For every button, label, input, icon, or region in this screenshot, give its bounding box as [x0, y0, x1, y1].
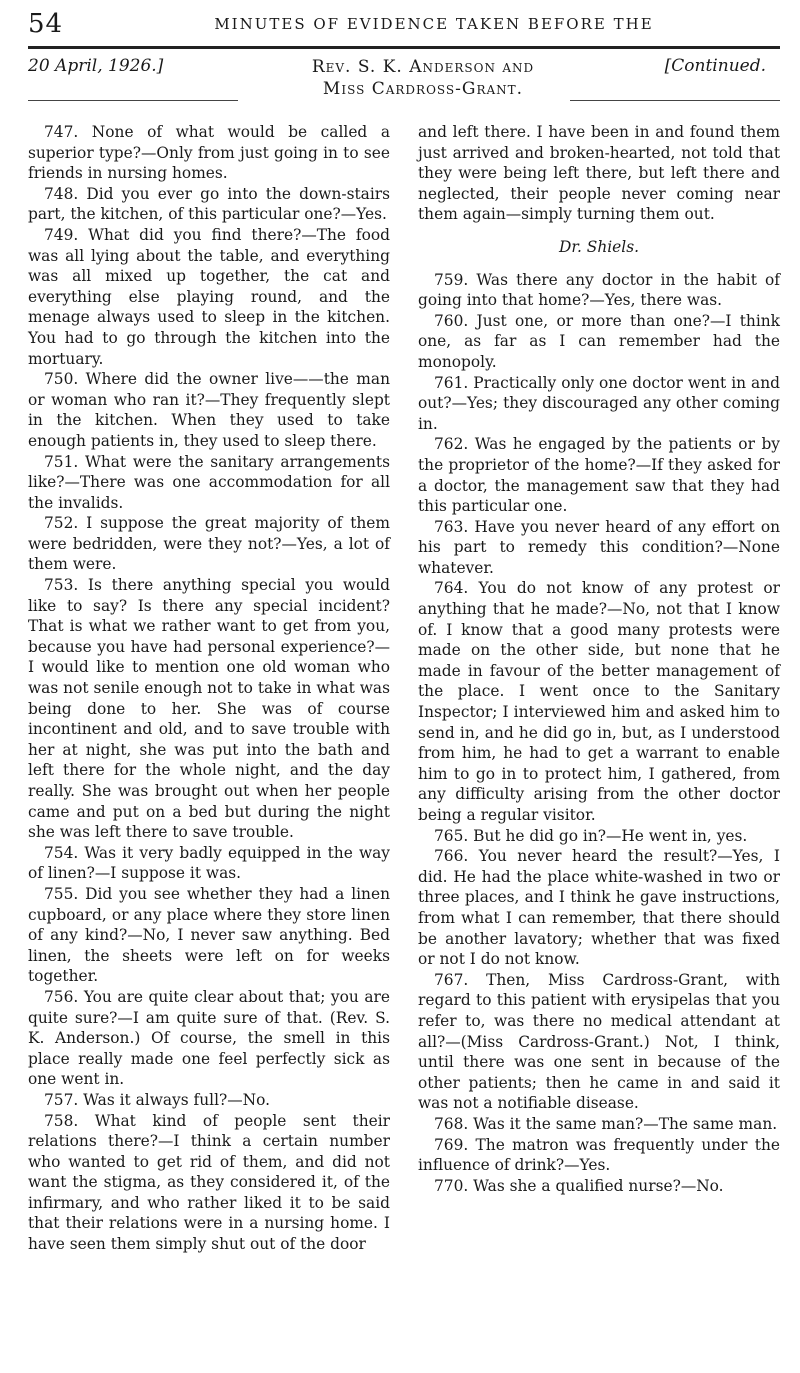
sub-header-rule-left	[28, 100, 238, 101]
running-head: MINUTES OF EVIDENCE TAKEN BEFORE THE	[214, 15, 654, 33]
text-columns	[28, 122, 780, 1362]
paragraph: 766. You never heard the result?—Yes, I did. He had the place white-washed in two or three places, and I think he gave instructions, from what I can remember, that there should be another lavatory; whether that was fixed or not I do not know.	[418, 847, 780, 969]
left-column	[28, 122, 390, 1362]
sitting-date: 20 April, 1926.]	[28, 56, 164, 76]
paragraph-continued: and left there. I have been in and found them just arrived and broken-hearted, not told that they were being left there, but left there and neglected, their people never coming near them again—simply turning them out.	[418, 123, 780, 224]
sub-header-rule-right	[570, 100, 780, 101]
paragraph: 768. Was it the same man?—The same man.	[434, 1114, 778, 1133]
paragraph: 760. Just one, or more than one?—I think one, as far as I can remember had the monopoly.	[418, 311, 780, 371]
paragraph: 769. The matron was frequently under the influence of drink?—Yes.	[418, 1135, 780, 1175]
paragraph: 757. Was it always full?—No.	[44, 1090, 270, 1109]
paragraph: 751. What were the sanitary arrangements like?—There was one accommodation for all the invalids.	[28, 452, 390, 512]
paragraph: 767. Then, Miss Cardross-Grant, with regard to this patient with erysipelas that you refer to, was there no medical attendant at all?—(Miss Cardross-Grant.) Not, I think, until there was one sent in because of the other patients; then he came in and said it was not a notifiable disease.	[418, 970, 780, 1113]
paragraph: 759. Was there any doctor in the habit of going into that home?—Yes, there was.	[418, 270, 780, 310]
header-rule	[28, 46, 780, 49]
witness-line-2: Miss Cardross-Grant.	[322, 79, 524, 99]
right-column	[418, 122, 780, 1362]
paragraph: 747. None of what would be called a superior type?—Only from just going in to see friends in nursing homes.	[28, 123, 390, 183]
paragraph: 753. Is there anything special you would like to say? Is there any special incident? That is what we rather want to get from you, because you have had personal experience?—I would like to mention one old woman who was not senile enough not to take in what was being done to her. She was of course incontinent and old, and to save trouble with her at night, she was put into the bath and left there for the whole night, and the day really. She was brought out when her people came and put on a bed but during the night she was left there to save trouble.	[28, 576, 390, 842]
paragraph: 756. You are quite clear about that; you are quite sure?—I am quite sure of that. (Rev. S. K. Anderson.) Of course, the smell in this place really made one feel perfectly sick as one went in.	[28, 987, 390, 1089]
paragraph: 749. What did you find there?—The food was all lying about the table, and everything was all mixed up together, the cat and everything else playing round, and the menage always used to sleep in the kitchen. You had to go through the kitchen into the mortuary.	[28, 225, 390, 368]
sub-header	[28, 52, 780, 102]
page-number: 54	[28, 9, 64, 39]
paragraph: 754. Was it very badly equipped in the way of linen?—I suppose it was.	[28, 843, 390, 883]
paragraph: 761. Practically only one doctor went in and out?—Yes; they discouraged any other coming in.	[418, 373, 780, 433]
page-header	[28, 8, 780, 48]
paragraph: 765. But he did go in?—He went in, yes.	[434, 826, 748, 845]
paragraph: 748. Did you ever go into the down-stairs part, the kitchen, of this particular one?—Yes.	[28, 184, 390, 224]
section-heading: Dr. Shiels.	[559, 237, 639, 256]
paragraph: 750. Where did the owner live——the man or woman who ran it?—They frequently slept in the kitchen. When they used to take enough patients in, they used to sleep there.	[28, 370, 390, 450]
paragraph: 762. Was he engaged by the patients or by the proprietor of the home?—If they asked for a doctor, the management saw that they had this particular one.	[418, 435, 780, 516]
witness-names	[258, 56, 588, 100]
paragraph: 752. I suppose the great majority of them were bedridden, were they not?—Yes, a lot of them were.	[28, 514, 390, 574]
witness-line-1: Rev. S. K. Anderson and	[311, 57, 535, 77]
continued-note: [Continued.	[664, 56, 766, 76]
paragraph: 755. Did you see whether they had a linen cupboard, or any place where they store linen of any kind?—No, I never saw anything. Bed linen, the sheets were left on for weeks together.	[28, 884, 390, 986]
paragraph: 758. What kind of people sent their relations there?—I think a certain number who wanted to get rid of them, and did not want the stigma, as they considered it, of the infirmary, and who rather liked it to be said that their relations were in a nursing home. I have seen them simply shut out of the door	[28, 1111, 390, 1254]
paragraph: 770. Was she a qualified nurse?—No.	[434, 1176, 724, 1195]
paragraph: 764. You do not know of any protest or anything that he made?—No, not that I know of. I know that a good many protests were made on the other side, but none that he made in favour of the better management of the place. I went once to the Sanitary Inspector; I interviewed him and asked him to send in, and he did go in, but, as I understood from him, he had to get a warrant to enable him to go in to protect him, I gathered, from any difficulty arising from the other doctor being a regular visitor.	[418, 579, 780, 824]
paragraph: 763. Have you never heard of any effort on his part to remedy this condition?—None whatever.	[418, 517, 780, 577]
